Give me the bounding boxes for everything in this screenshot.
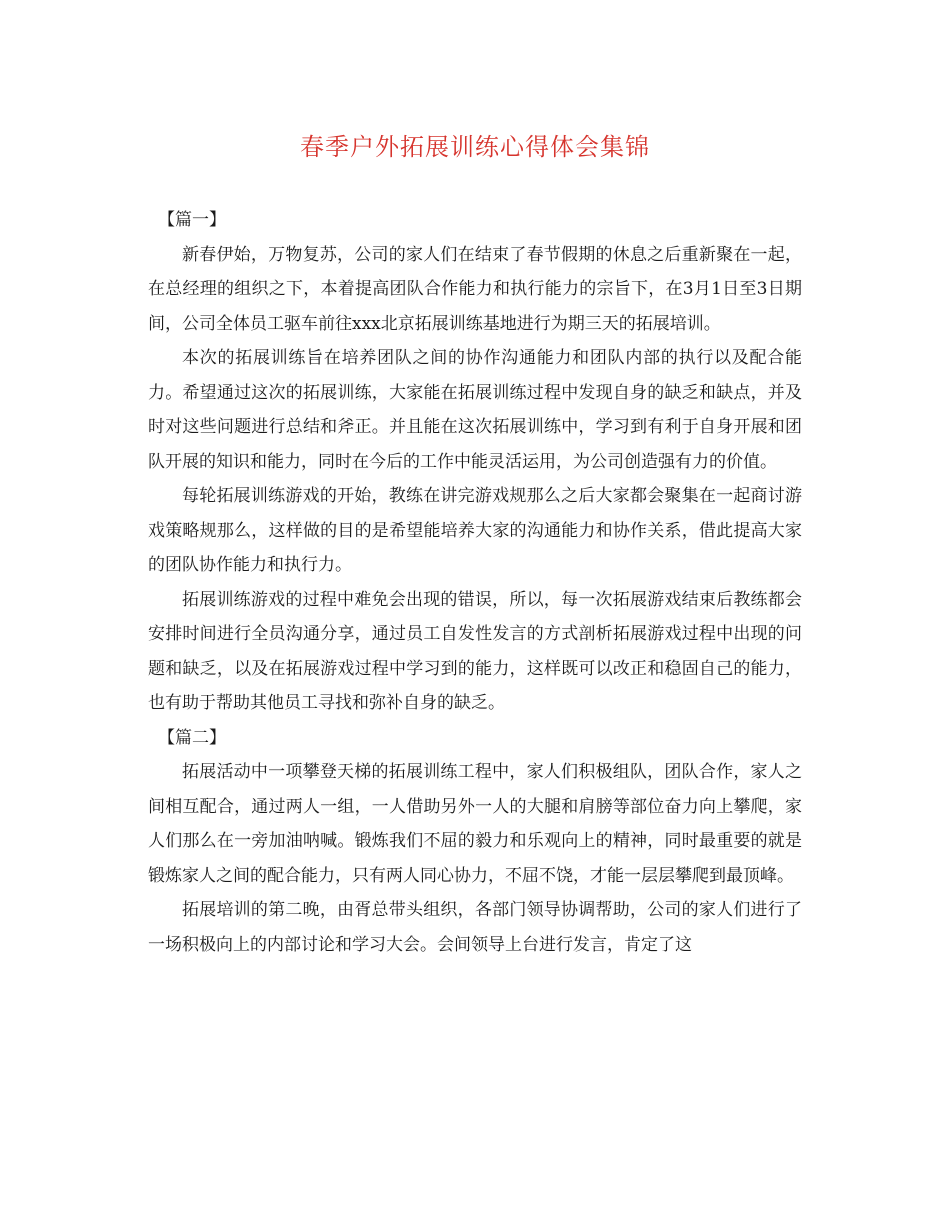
paragraph: 拓展培训的第二晚，由胥总带头组织，各部门领导协调帮助，公司的家人们进行了一场积极向上的内部讨论和学习大会。会间领导上台进行发言，肯定了这: [148, 900, 802, 955]
paragraph: 拓展训练游戏的过程中难免会出现的错误，所以，每一次拓展游戏结束后教练都会安排时间进行全员沟通分享，通过员工自发性发言的方式剖析拓展游戏过程中出现的问题和缺乏，以及在拓展游戏过程中学习到的能力，这样既可以改正和稳固自己的能力，也有助于帮助其他员工寻找和弥补自身的缺乏。: [148, 589, 802, 713]
paragraph: 本次的拓展训练旨在培养团队之间的协作沟通能力和团队内部的执行以及配合能力。希望通过这次的拓展训练，大家能在拓展训练过程中发现自身的缺乏和缺点，并及时对这些问题进行总结和斧正。并且能在这次拓展训练中，学习到有利于自身开展和团队开展的知识和能力，同时在今后的工作中能灵活运用，为公司创造强有力的价值。: [148, 348, 802, 472]
paragraph: 每轮拓展训练游戏的开始，教练在讲完游戏规那么之后大家都会聚集在一起商讨游戏策略规那么，这样做的目的是希望能培养大家的沟通能力和协作关系，借此提高大家的团队协作能力和执行力。: [148, 486, 802, 575]
paragraph: 新春伊始，万物复苏，公司的家人们在结束了春节假期的休息之后重新聚在一起，在总经理的组织之下，本着提高团队合作能力和执行能力的宗旨下，在3月1日至3日期间，公司全体员工驱车前往xxx北京拓展训练基地进行为期三天的拓展培训。: [148, 244, 802, 334]
section-label-1: 【篇一】: [158, 210, 226, 230]
document-title: 春季户外拓展训练心得体会集锦: [300, 133, 650, 161]
section-label-2: 【篇二】: [158, 727, 226, 748]
document-body: [148, 203, 802, 962]
paragraph: 拓展活动中一项攀登天梯的拓展训练工程中，家人们积极组队，团队合作，家人之间相互配合，通过两人一组，一人借助另外一人的大腿和肩膀等部位奋力向上攀爬，家人们那么在一旁加油呐喊。锻炼我们不屈的毅力和乐观向上的精神，同时最重要的就是锻炼家人之间的配合能力，只有两人同心协力，不屈不饶，才能一层层攀爬到最顶峰。: [148, 762, 802, 886]
